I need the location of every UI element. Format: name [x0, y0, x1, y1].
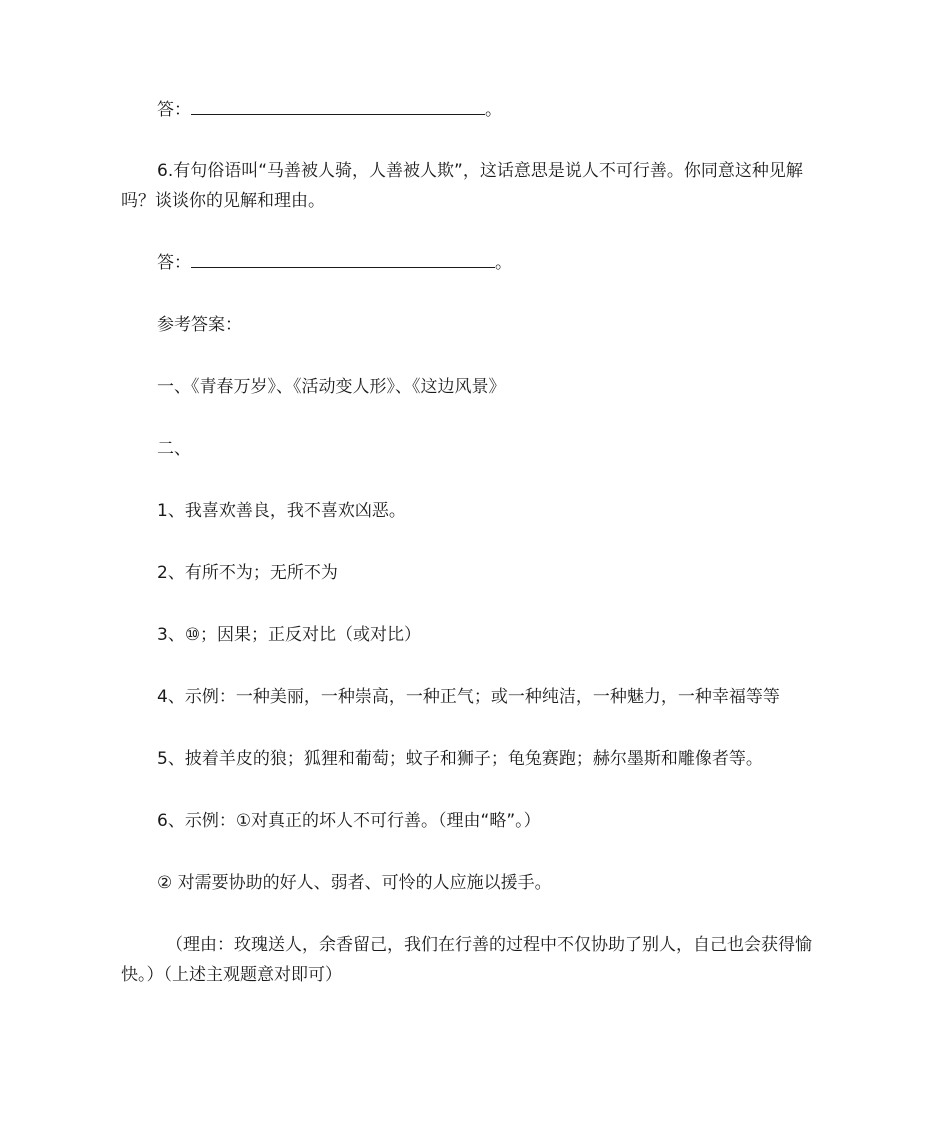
answer-line-5	[157, 95, 502, 125]
answer-suffix: 。	[485, 100, 502, 120]
answer-prefix: 答：	[157, 253, 191, 273]
answer-item-2: 2、有所不为；无所不为	[157, 563, 338, 583]
answer-reason: （理由：玫瑰送人，余香留己，我们在行善的过程中不仅协助了别人，自己也会获得愉快。）（上述主观题意对即可）	[121, 935, 812, 985]
answer-item-5: 5、披着羊皮的狼；狐狸和葡萄；蚊子和狮子；龟兔赛跑；赫尔墨斯和雕像者等。	[157, 749, 763, 769]
answer-blank[interactable]	[191, 96, 485, 115]
answer-blank[interactable]	[191, 249, 495, 268]
answer-section-2: 二、	[157, 439, 191, 459]
answer-line-6	[157, 248, 512, 278]
answers-heading: 参考答案：	[157, 315, 242, 335]
answer-item-1: 1、我喜欢善良，我不喜欢凶恶。	[157, 501, 406, 521]
answer-item-3: 3、⑩；因果；正反对比（或对比）	[157, 625, 422, 645]
answer-item-6: 6、示例：①对真正的坏人不可行善。（理由“略”。）	[157, 811, 541, 831]
answer-section-1: 一、《青春万岁》、《活动变人形》、《这边风景》	[157, 377, 506, 397]
answer-item-6-part-2: ② 对需要协助的好人、弱者、可怜的人应施以援手。	[157, 873, 552, 893]
answer-suffix: 。	[495, 253, 512, 273]
answer-item-4: 4、示例：一种美丽，一种崇高，一种正气；或一种纯洁，一种魅力，一种幸福等等	[157, 687, 780, 707]
question-6: 6.有句俗语叫“马善被人骑，人善被人欺”，这话意思是说人不可行善。你同意这种见解吗？谈谈你的见解和理由。	[121, 161, 803, 211]
answer-prefix: 答：	[157, 100, 191, 120]
